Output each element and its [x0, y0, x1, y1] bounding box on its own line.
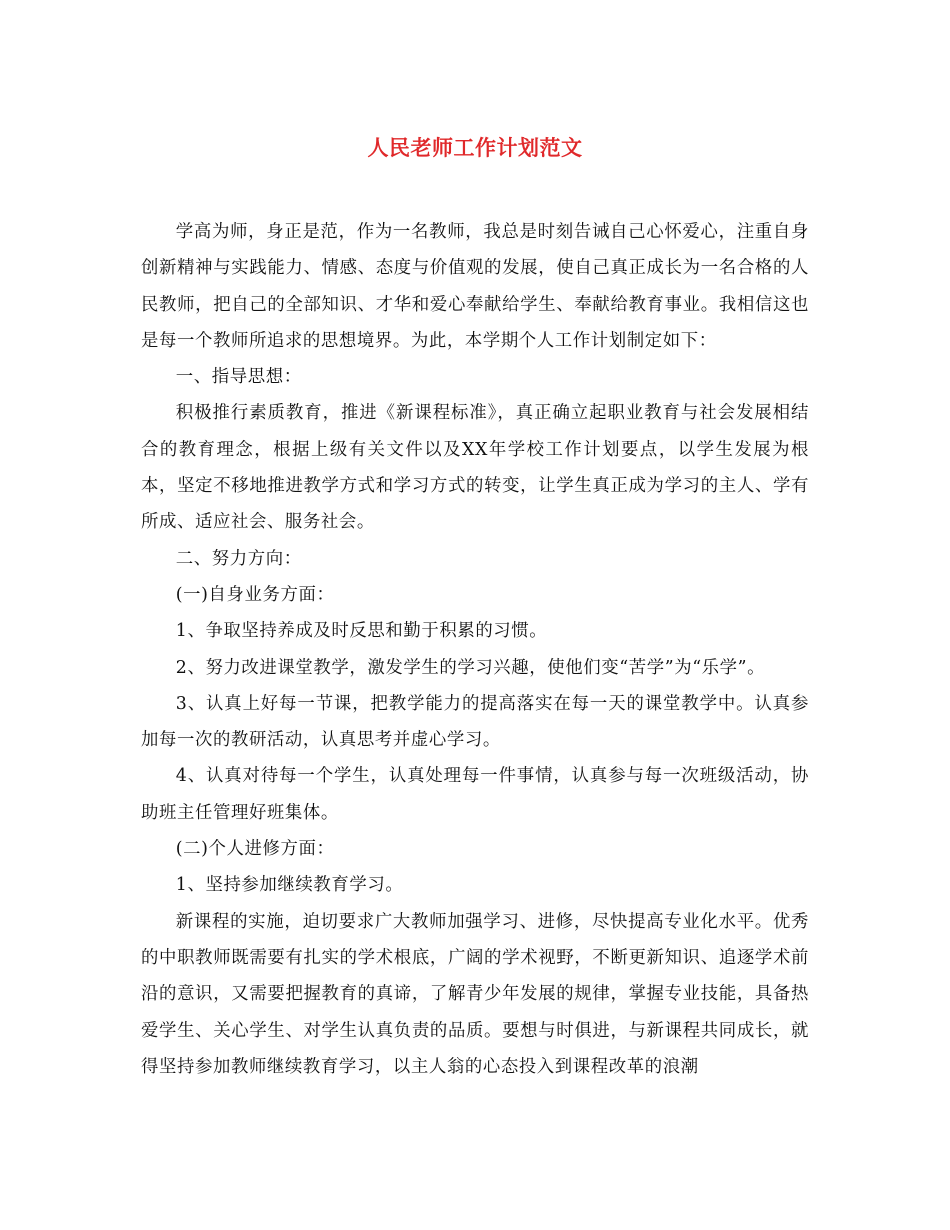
paragraph-intro: 学高为师，身正是范，作为一名教师，我总是时刻告诫自己心怀爱心，注重自身创新精神与实践能力、情感、态度与价值观的发展，使自己真正成长为一名合格的人民教师，把自己的全部知识、才华和爱心奉献给学生、奉献给教育事业。我相信这也是每一个教师所追求的思想境界。为此，本学期个人工作计划制定如下： — [141, 222, 809, 351]
list-item: 3、认真上好每一节课，把教学能力的提高落实在每一天的课堂教学中。认真参加每一次的教研活动，认真思考并虚心学习。 — [141, 693, 809, 751]
section-heading-direction: 二、努力方向： — [175, 548, 302, 569]
paragraph-guiding-ideology: 积极推行素质教育，推进《新课程标准》，真正确立起职业教育与社会发展相结合的教育理念，根据上级有关文件以及XX年学校工作计划要点，以学生发展为根本，坚定不移地推进教学方式和学习方式的转变，让学生真正成为学习的主人、学有所成、适应社会、服务社会。 — [141, 403, 809, 533]
paragraph-continuing-education: 新课程的实施，迫切要求广大教师加强学习、进修，尽快提高专业化水平。优秀的中职教师既需要有扎实的学术根底，广阔的学术视野，不断更新知识、追逐学术前沿的意识，又需要把握教育的真谛，了解青少年发展的规律，掌握专业技能，具备热爱学生、关心学生、对学生认真负责的品质。要想与时俱进，与新课程共同成长，就得坚持参加教师继续教育学习，以主人翁的心态投入到课程改革的浪潮 — [141, 911, 809, 1077]
list-item: 2、努力改进课堂教学，激发学生的学习兴趣，使他们变“苦学”为“乐学”。 — [175, 657, 766, 678]
list-item: 4、认真对待每一个学生，认真处理每一件事情，认真参与每一次班级活动，协助班主任管理好班集体。 — [141, 766, 809, 823]
list-item: 1、争取坚持养成及时反思和勤于积累的习惯。 — [175, 621, 548, 642]
list-item: 1、坚持参加继续教育学习。 — [175, 875, 404, 896]
document-body — [141, 214, 809, 1085]
document-title: 人民老师工作计划范文 — [367, 135, 583, 160]
subheading-professional: (一)自身业务方面： — [175, 584, 335, 605]
section-heading-guiding-ideology: 一、指导思想： — [175, 367, 302, 388]
subheading-personal-study: (二)个人进修方面： — [175, 839, 335, 860]
